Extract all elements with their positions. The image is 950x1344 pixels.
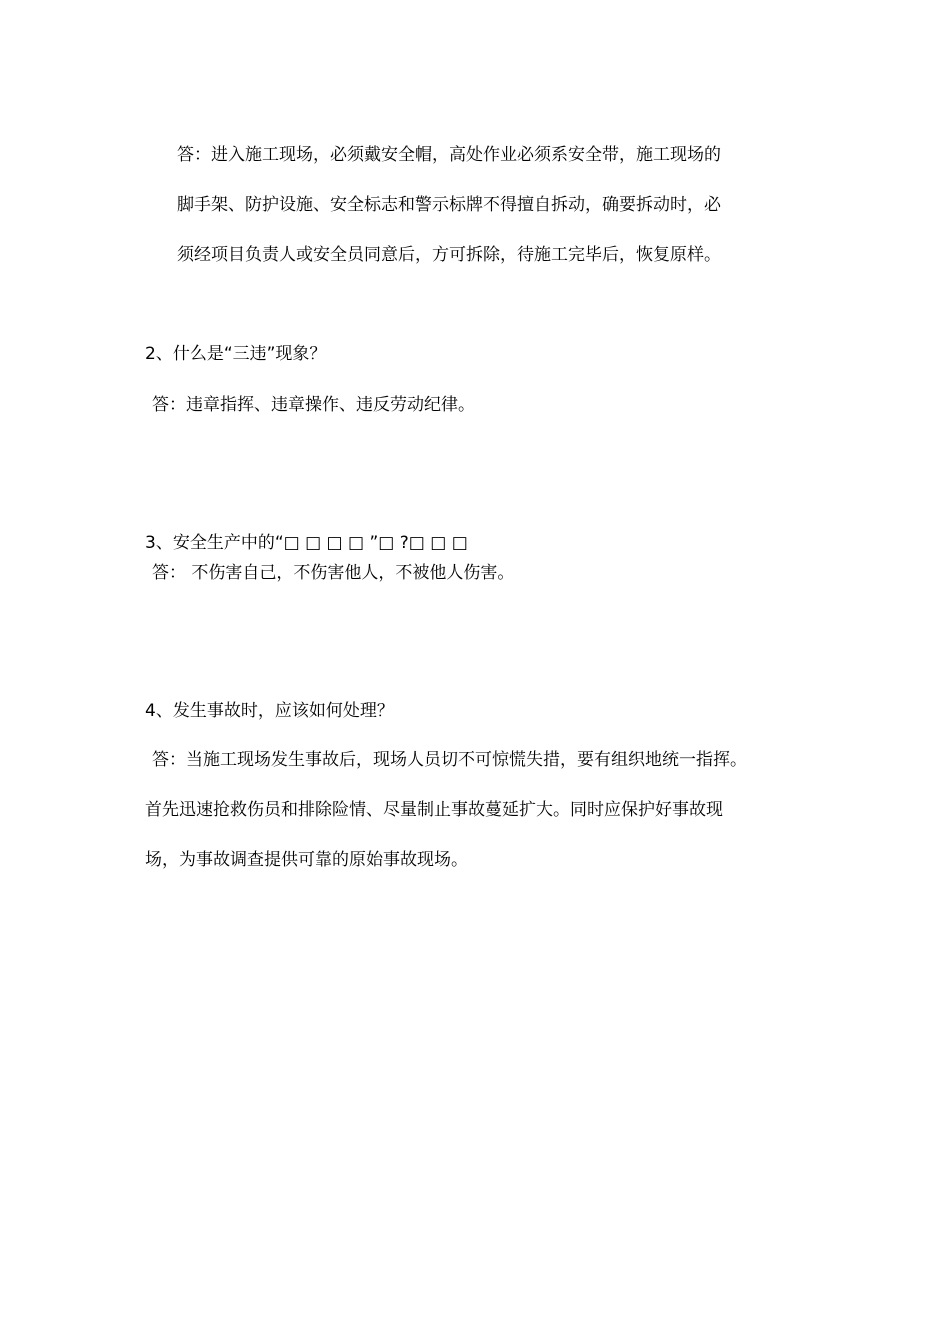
answer-2: 答：违章指挥、违章操作、违反劳动纪律。 <box>152 395 475 415</box>
answer-4-line-2: 首先迅速抢救伤员和排除险情、尽量制止事故蔓延扩大。同时应保护好事故现 <box>145 800 723 820</box>
answer-3: 答： 不伤害自己，不伤害他人，不被他人伤害。 <box>152 563 515 583</box>
answer-1-line-3: 须经项目负责人或安全员同意后，方可拆除，待施工完毕后，恢复原样。 <box>177 245 721 265</box>
answer-4-line-1: 答：当施工现场发生事故后，现场人员切不可惊慌失措，要有组织地统一指挥。 <box>152 750 747 770</box>
answer-1-line-2: 脚手架、防护设施、安全标志和警示标牌不得擅自拆动，确要拆动时，必 <box>177 195 721 215</box>
answer-1-line-1: 答：进入施工现场，必须戴安全帽，高处作业必须系安全带，施工现场的 <box>177 145 721 165</box>
question-2: 2、什么是“三违”现象？ <box>145 344 327 364</box>
question-4: 4、发生事故时，应该如何处理？ <box>145 701 394 721</box>
question-3: 3、安全生产中的“□ □ □ □ ”□ ?□ □ □ <box>145 533 468 553</box>
answer-4-line-3: 场，为事故调查提供可靠的原始事故现场。 <box>145 850 468 870</box>
